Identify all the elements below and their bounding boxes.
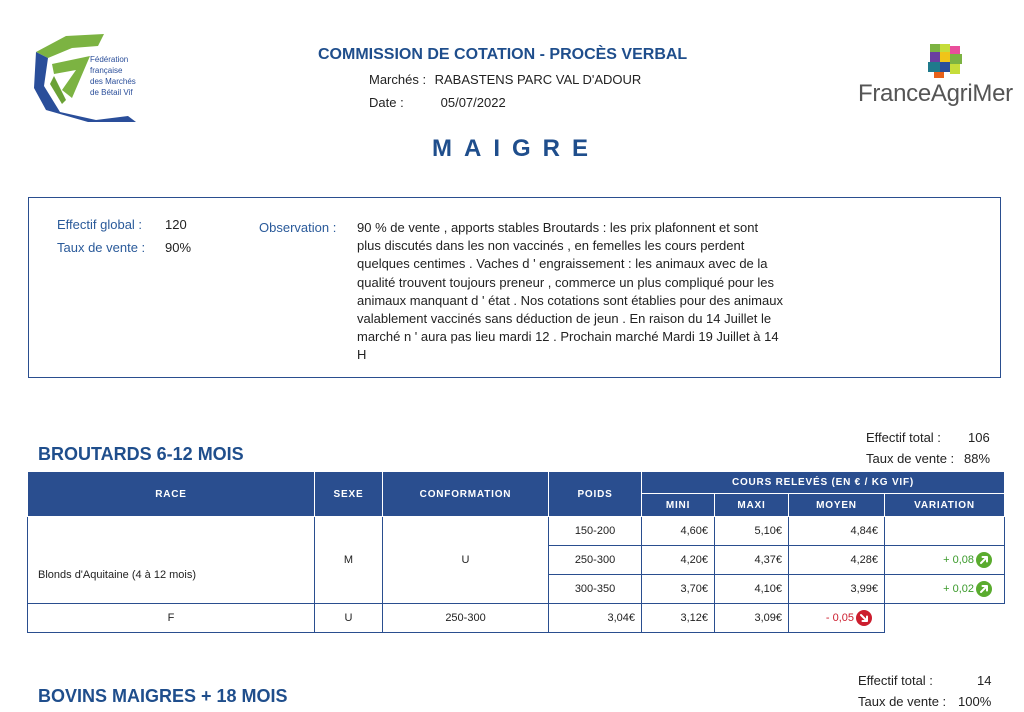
category-title: MAIGRE [432, 135, 600, 162]
moyen-cell: 4,28€ [789, 546, 885, 575]
taux-vente-label: Taux de vente : [866, 451, 955, 466]
marches-label: Marchés : [369, 72, 427, 87]
mini-cell: 3,04€ [549, 604, 642, 633]
page-title: COMMISSION DE COTATION - PROCÈS VERBAL [318, 46, 688, 63]
taux-vente-label: Taux de vente : [858, 694, 947, 709]
variation-cell [885, 575, 1005, 604]
effectif-global-label: Effectif global : [57, 217, 143, 232]
poids-cell: 250-300 [549, 546, 642, 575]
franceagrimer-logo-text: FranceAgriMer [858, 80, 1013, 107]
col-header-mini: MINI [642, 494, 715, 517]
franceagrimer-mosaic-icon [926, 44, 966, 78]
observation-text: 90 % de vente , apports stables Broutards : les prix plafonnent et sont plus discutés dans les non vaccinés , en femelles les cours perdent quelques centimes . Vaches d ' engraissement : les animaux avec de la qualité trouvent toujours preneur , commerce un plus compliqué pour les animaux manquant d ' état . Nos cotations sont établies pour des animaux valablement vaccinés sans déduction de jeun . En raison du 14 Juillet le marché n ' aura pas lieu mardi 12 . Prochain marché Mardi 19 Juillet à 14 H [357, 220, 783, 363]
section-title-broutards: BROUTARDS 6-12 MOIS [38, 444, 244, 464]
variation-cell [789, 604, 885, 633]
conformation-cell: U [315, 604, 383, 633]
maxi-cell: 4,10€ [715, 575, 789, 604]
date-value: 05/07/2022 [440, 95, 506, 110]
table-row [28, 517, 1005, 546]
col-header-conformation: CONFORMATION [383, 472, 549, 517]
col-header-poids: POIDS [549, 472, 642, 517]
ffmbv-logo-line: des Marchés [90, 77, 136, 86]
arrow-up-icon [976, 552, 992, 568]
race-cell: Blonds d'Aquitaine (4 à 12 mois) [28, 517, 315, 604]
variation-cell [885, 546, 1005, 575]
col-header-cours: COURS RELEVÉS (EN € / KG VIF) [642, 472, 1005, 494]
cotation-table [27, 471, 1005, 633]
variation-value: + 0,08 [943, 554, 974, 566]
sexe-cell: M [315, 517, 383, 604]
poids-cell: 250-300 [383, 604, 549, 633]
col-header-moyen: MOYEN [789, 494, 885, 517]
variation-value: + 0,02 [943, 583, 974, 595]
observation-label: Observation : [259, 220, 337, 235]
mini-cell: 3,70€ [642, 575, 715, 604]
arrow-up-icon [976, 581, 992, 597]
maxi-cell: 4,37€ [715, 546, 789, 575]
moyen-cell: 4,84€ [789, 517, 885, 546]
poids-cell: 300-350 [549, 575, 642, 604]
ffmbv-logo-line: Fédération [90, 55, 129, 64]
col-header-variation: VARIATION [885, 494, 1005, 517]
ffmbv-logo-line: de Bétail Vif [90, 88, 133, 97]
taux-vente-label: Taux de vente : [57, 240, 146, 255]
date-label: Date : [369, 95, 404, 110]
col-header-sexe: SEXE [315, 472, 383, 517]
date-line [369, 95, 506, 110]
moyen-cell: 3,09€ [715, 604, 789, 633]
franceagrimer-logo [858, 44, 1013, 112]
effectif-total-label: Effectif total : [866, 430, 941, 445]
section-title-bovins-maigres: BOVINS MAIGRES + 18 MOIS [38, 686, 288, 706]
poids-cell: 150-200 [549, 517, 642, 546]
variation-cell [885, 517, 1005, 546]
taux-vente-value: 90% [165, 240, 192, 255]
marches-line [369, 72, 641, 87]
svg-text:Fédération française [90, 55, 138, 97]
col-header-maxi: MAXI [715, 494, 789, 517]
conformation-cell: U [383, 517, 549, 604]
moyen-cell: 3,99€ [789, 575, 885, 604]
effectif-total-label: Effectif total : [858, 673, 933, 688]
marches-value: RABASTENS PARC VAL D'ADOUR [434, 72, 642, 87]
maxi-cell: 3,12€ [642, 604, 715, 633]
table-row [28, 604, 1005, 633]
effectif-global-value: 120 [165, 217, 187, 232]
mini-cell: 4,20€ [642, 546, 715, 575]
ffmbv-logo-line: française [90, 66, 123, 75]
effectif-total-value: 14 [977, 673, 992, 688]
sexe-cell: F [28, 604, 315, 633]
ffmbv-logo [32, 30, 162, 122]
taux-vente-value: 100% [958, 694, 992, 709]
effectif-total-value: 106 [968, 430, 990, 445]
taux-vente-value: 88% [964, 451, 991, 466]
variation-value: - 0,05 [825, 612, 854, 624]
arrow-down-icon [856, 610, 872, 626]
mini-cell: 4,60€ [642, 517, 715, 546]
maxi-cell: 5,10€ [715, 517, 789, 546]
col-header-race: RACE [28, 472, 315, 517]
